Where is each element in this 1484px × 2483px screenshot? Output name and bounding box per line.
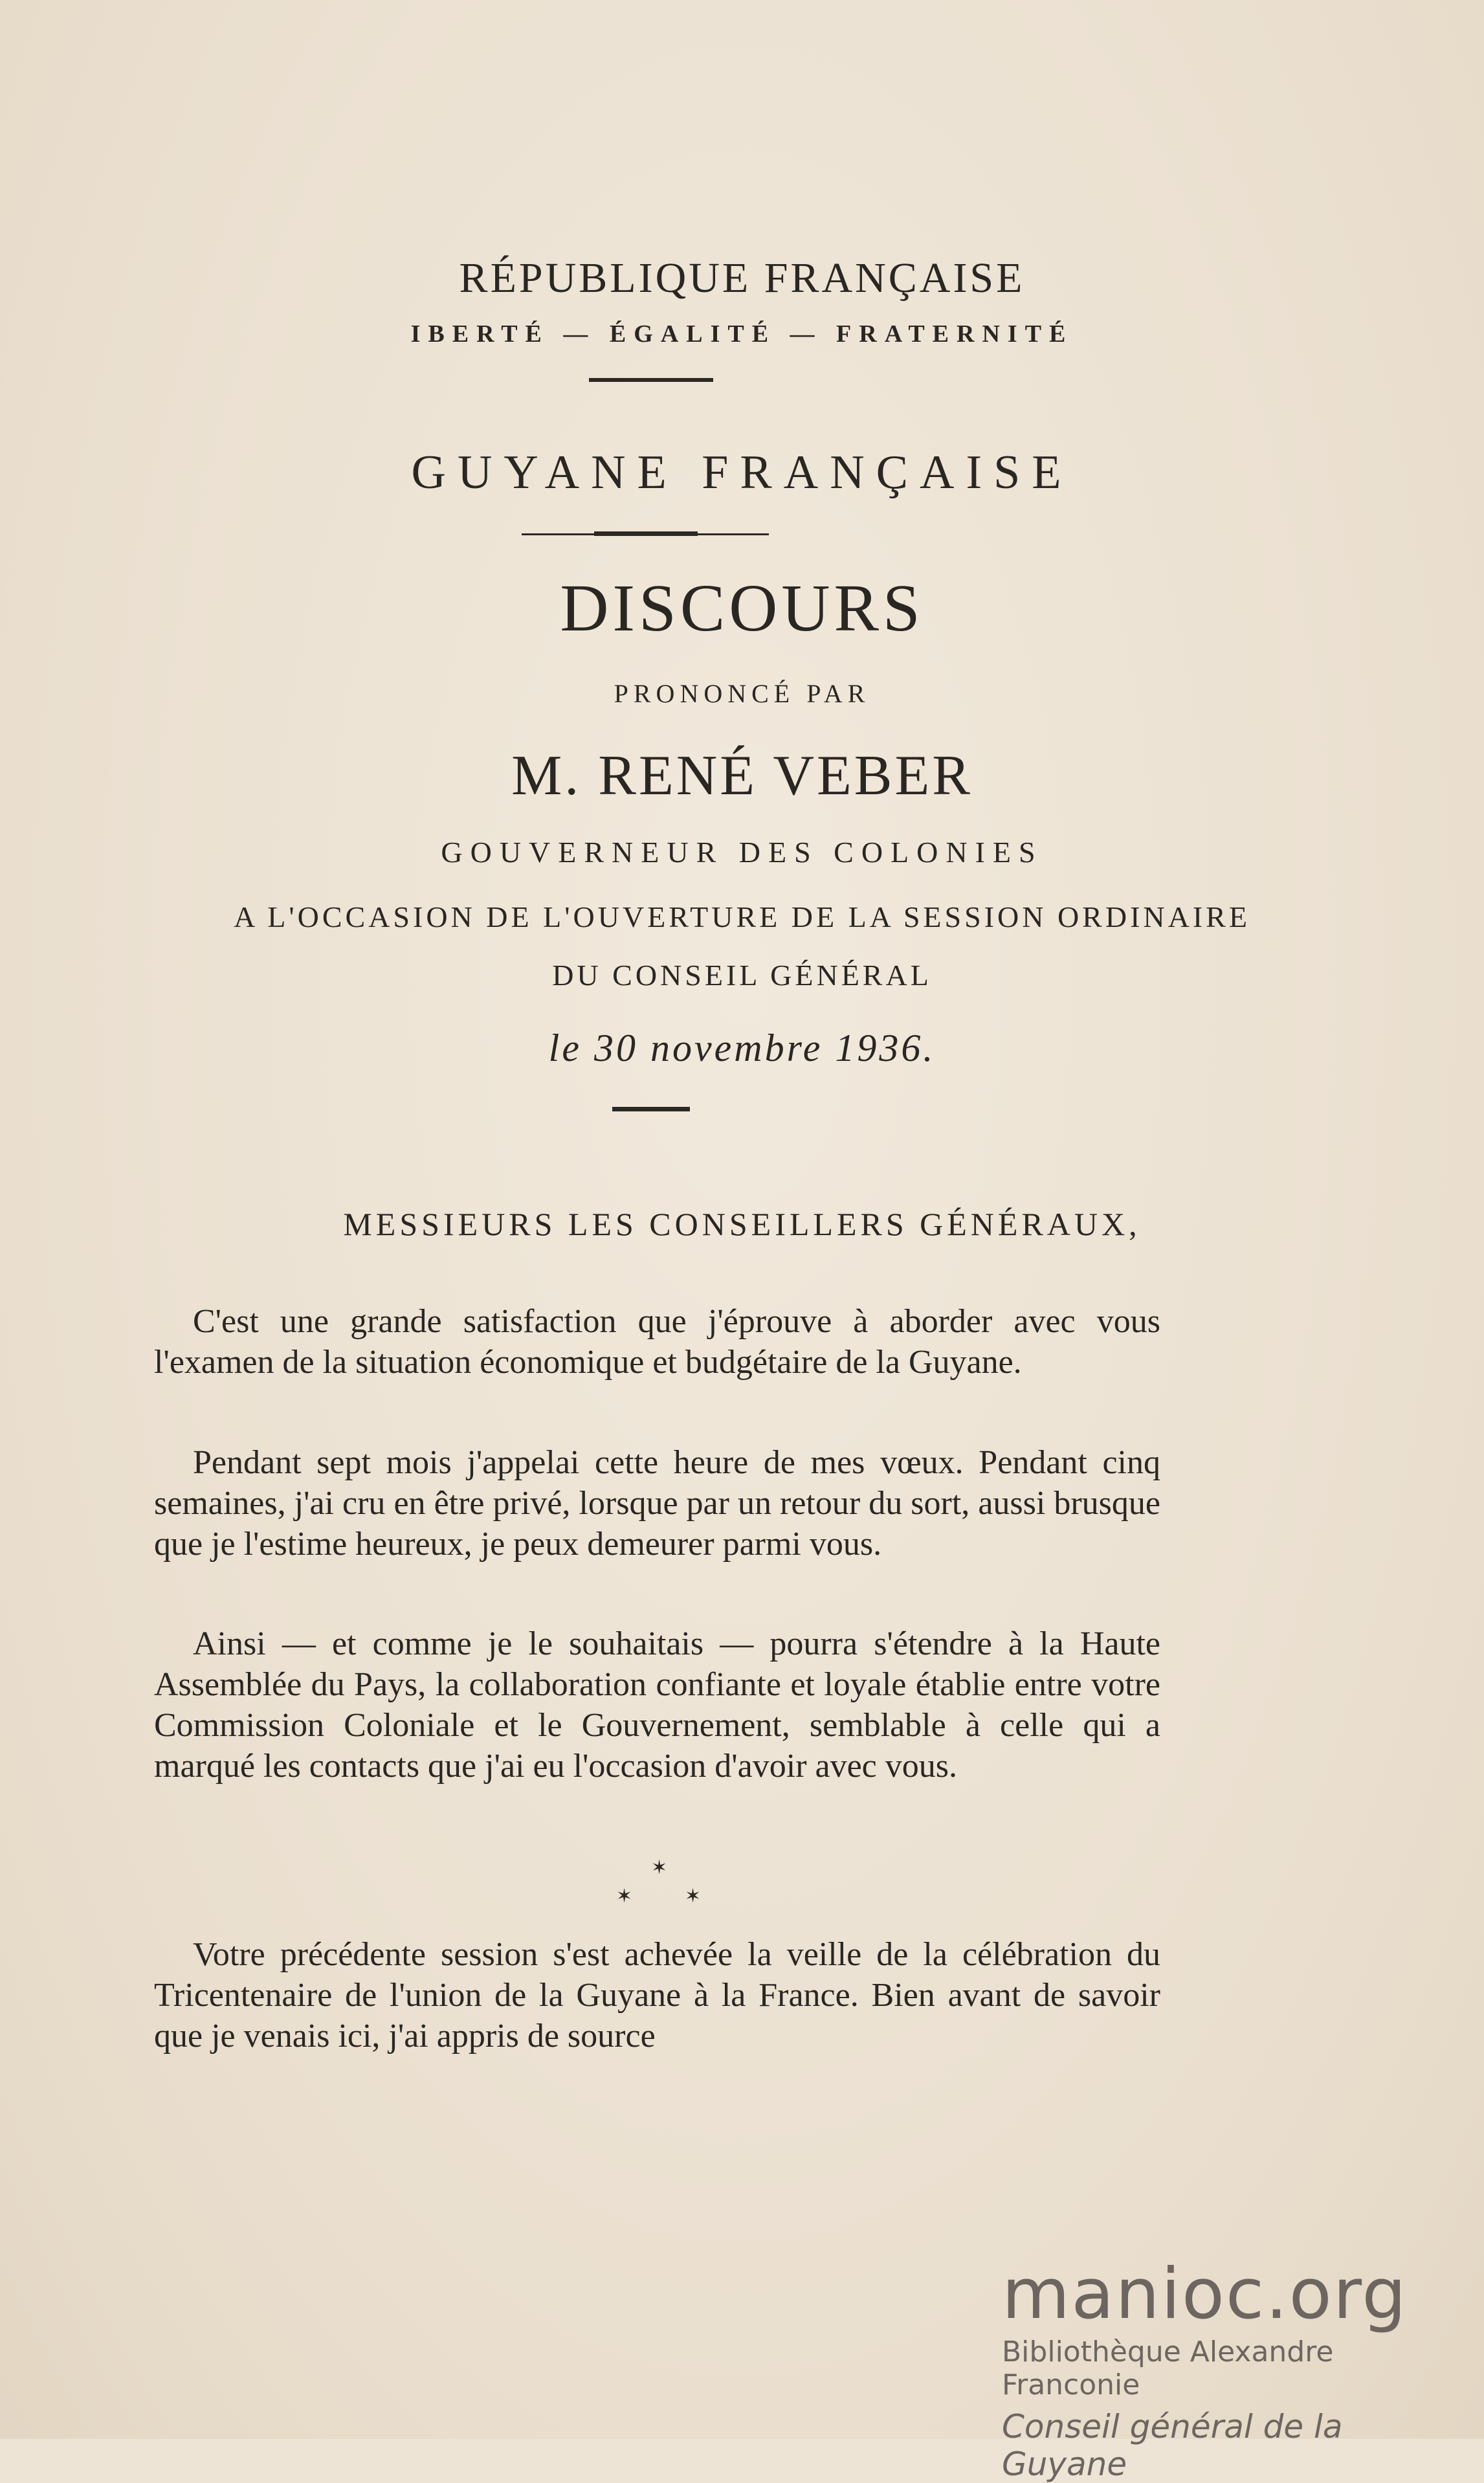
divider-3 <box>612 1107 690 1111</box>
speaker-role: GOUVERNEUR DES COLONIES <box>441 836 1043 869</box>
asterism-star-top: ✶ <box>651 1857 668 1878</box>
paragraph-text: Votre précédente session s'est achevée la veille de la célébration du Tricentenaire de l'union de la Guyane à la France. Bien avant de savoir que je venais ici, j'ai appris de source <box>154 1936 1160 2054</box>
paragraph-text: Pendant sept mois j'appelai cette heure de mes vœux. Pendant cinq semaines, j'ai cru en être privé, lorsque par un retour du sort, aussi brusque que je l'estime heureux, je peux demeurer parmi vous. <box>154 1444 1160 1563</box>
republic-heading: RÉPUBLIQUE FRANÇAISE <box>459 254 1025 302</box>
asterism-star-left: ✶ <box>616 1886 633 1907</box>
salutation: MESSIEURS LES CONSEILLERS GÉNÉRAUX, <box>343 1206 1141 1242</box>
asterism-star-right: ✶ <box>685 1886 702 1907</box>
occasion-line-1: A L'OCCASION DE L'OUVERTURE DE LA SESSION ORDINAIRE <box>234 900 1250 933</box>
occasion-line-2: DU CONSEIL GÉNÉRAL <box>552 959 932 992</box>
republic-motto: IBERTÉ — ÉGALITÉ — FRATERNITÉ <box>410 320 1074 348</box>
paragraph-text: Ainsi — et comme je le souhaitais — pourra s'étendre à la Haute Assemblée du Pays, la collaboration confiante et loyale établie entre votre Commission Coloniale et le Gouvernement, semblable à celle qui a marqué les contacts que j'ai eu l'occasion d'avoir avec vous. <box>154 1625 1160 1785</box>
paragraph-4 <box>154 1934 1160 2056</box>
divider-2-thick <box>594 531 698 536</box>
council-credit: Conseil général de la Guyane <box>1002 2408 1343 2483</box>
paragraph-1 <box>154 1301 1160 1383</box>
pronounced-by: PRONONCÉ PAR <box>614 679 870 708</box>
manioc-watermark <box>1002 2254 1455 2483</box>
paragraph-3 <box>154 1623 1160 1787</box>
document-title: DISCOURS <box>560 571 924 645</box>
paragraph-text: C'est une grande satisfaction que j'éprouve à aborder avec vous l'examen de la situation économique et budgétaire de la Guyane. <box>154 1303 1160 1381</box>
divider-1 <box>589 378 713 382</box>
paragraph-2 <box>154 1442 1160 1564</box>
manioc-logo: manioc.org <box>1002 2254 1408 2335</box>
colony-heading: GUYANE FRANÇAISE <box>411 446 1073 499</box>
speech-date: le 30 novembre 1936. <box>548 1027 936 1069</box>
library-credit: Bibliothèque Alexandre Franconie <box>1002 2335 1334 2401</box>
speaker-name: M. RENÉ VEBER <box>511 744 973 807</box>
